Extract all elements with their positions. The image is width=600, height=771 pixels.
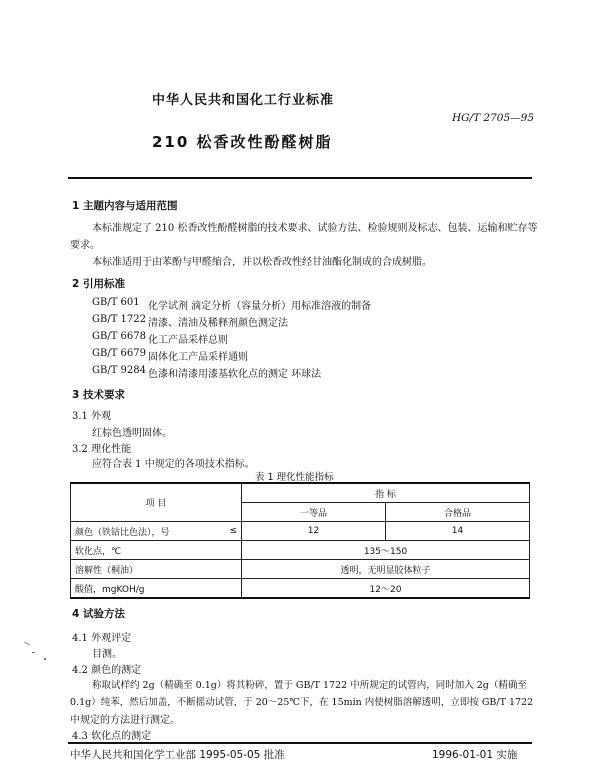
section-4-3-heading: 4.3 软化点的测定: [72, 731, 152, 742]
section-1-para-1: 本标准规定了 210 松香改性酚醛树脂的技术要求、试验方法、检验规则及标志、包装、运输和贮存等: [92, 223, 538, 234]
row-operator: ≤: [217, 522, 242, 541]
section-3-2-heading: 3.2 理化性能: [72, 444, 132, 455]
header-index: 指 标: [242, 483, 530, 503]
table-row: [71, 579, 530, 599]
section-1-heading: 1 主题内容与适用范围: [72, 200, 178, 212]
row-item: 软化点，℃: [71, 541, 242, 560]
ref-code: GB/T 601: [92, 297, 140, 308]
row-item: 溶解性（桐油）: [71, 560, 242, 579]
ref-code: GB/T 1722: [92, 314, 147, 325]
ref-title: 色漆和清漆用漆基软化点的测定 环球法: [148, 369, 322, 380]
section-4-2-para-line-1: 称取试样约 2g（精确至 0.1g）将其粉碎，置于 GB/T 1722 中所规定的试管内，同时加入 2g（精确至: [92, 680, 527, 691]
document-title: 210 松香改性酚醛树脂: [152, 133, 333, 151]
table-row: [71, 560, 530, 579]
ref-code: GB/T 6679: [92, 348, 147, 359]
spec-table: [70, 482, 530, 599]
ref-title: 清漆、清油及稀释剂颜色测定法: [148, 318, 288, 329]
ref-title: 化学试剂 滴定分析（容量分析）用标准溶液的制备: [148, 301, 372, 312]
table-row: [71, 522, 530, 541]
scan-speck: [24, 642, 30, 646]
section-3-heading: 3 技术要求: [72, 389, 125, 401]
section-4-1-text: 目测。: [92, 649, 122, 660]
section-1-para-1-cont: 要求。: [70, 240, 100, 251]
standard-code: HG/T 2705—95: [452, 112, 535, 124]
section-4-heading: 4 试验方法: [72, 608, 125, 620]
row-value: 透明，无明显胶体粒子: [242, 560, 530, 579]
section-1-para-2: 本标准适用于由苯酚与甲醛缩合，并以松香改性经甘油酯化制成的合成树脂。: [92, 257, 432, 268]
section-2-heading: 2 引用标准: [72, 278, 125, 290]
approval-line: 中华人民共和国化学工业部 1995-05-05 批准: [70, 749, 285, 761]
row-value: 12～20: [242, 579, 530, 599]
ref-code: GB/T 6678: [92, 331, 147, 342]
section-4-2-para-line-2: 0.1g）纯苯，然后加盖，不断摇动试管，于 20～25℃下，在 15min 内使树脂溶解透明，立即按 GB/T 1722: [70, 697, 534, 708]
section-3-2-text: 应符合表 1 中规定的各项技术指标。: [92, 459, 255, 470]
ref-code: GB/T 9284: [92, 365, 147, 376]
table-caption: 表 1 理化性能指标: [255, 472, 334, 483]
section-3-1-text: 红棕色透明固体。: [92, 428, 172, 439]
section-4-2-para-line-3: 中规定的方法进行测定。: [70, 715, 180, 726]
header-qualified-grade: 合格品: [386, 503, 530, 522]
scan-speck: [32, 652, 35, 653]
header-item: 项 目: [71, 483, 242, 522]
ref-title: 化工产品采样总则: [148, 335, 228, 346]
title-divider: [68, 177, 532, 179]
row-item: 颜色（铁钴比色法），号: [71, 522, 218, 541]
section-3-1-heading: 3.1 外观: [72, 411, 112, 422]
issuing-body: 中华人民共和国化工行业标准: [152, 93, 335, 108]
row-qualified-value: 14: [386, 522, 530, 541]
table-row: [71, 541, 530, 560]
scan-speck: [44, 658, 46, 660]
footer-divider: [68, 742, 532, 744]
row-first-value: 12: [242, 522, 386, 541]
row-item: 酸值，mgKOH/g: [71, 579, 242, 599]
section-4-2-heading: 4.2 颜色的测定: [72, 665, 142, 676]
ref-title: 固体化工产品采样通则: [148, 352, 248, 363]
section-4-1-heading: 4.1 外观评定: [72, 633, 132, 644]
row-value: 135～150: [242, 541, 530, 560]
header-first-grade: 一等品: [242, 503, 386, 522]
implementation-date: 1996-01-01 实施: [432, 749, 518, 761]
